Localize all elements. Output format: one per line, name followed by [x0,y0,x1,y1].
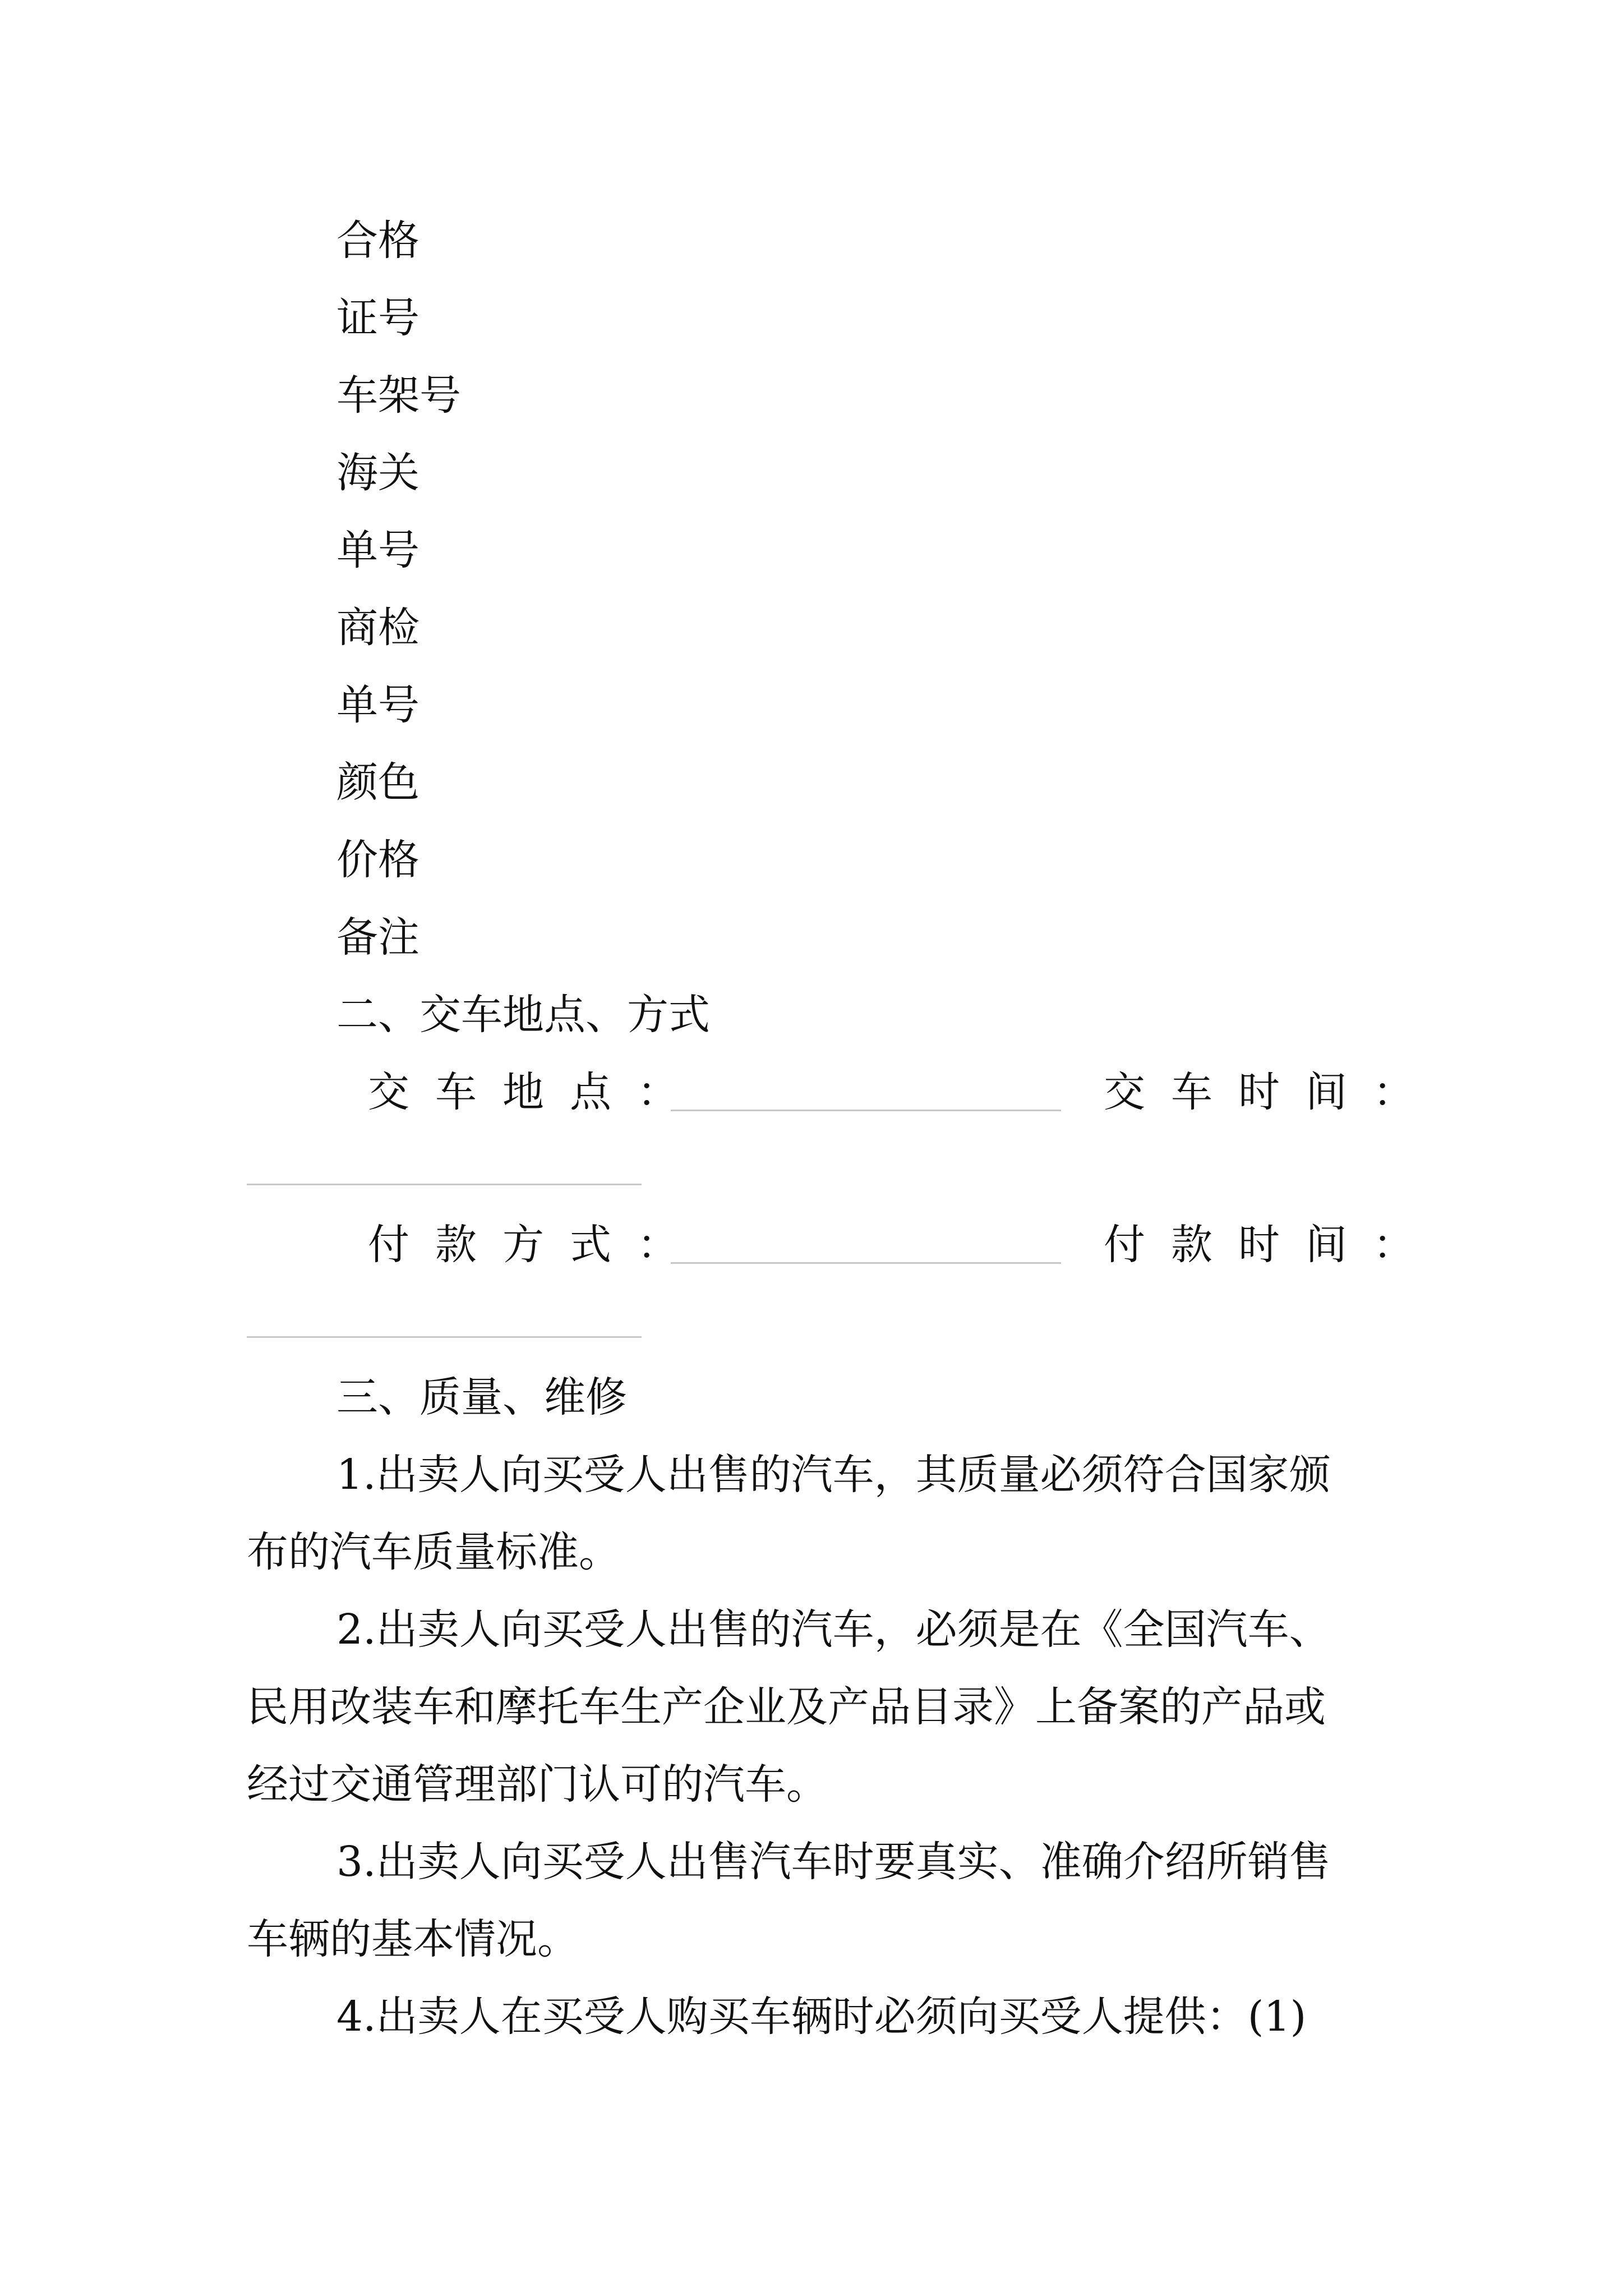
paragraph-line: 4.出卖人在买受人购买车辆时必须向买受人提供：(1) [336,1993,1307,2041]
paragraph-line: 车辆的基本情况。 [247,1915,579,1963]
field-label-customs-no: 单号 [336,526,419,574]
field-label-color: 颜色 [336,758,419,807]
paragraph-line: 布的汽车质量标准。 [247,1528,620,1576]
field-label-frame-no: 车架号 [336,371,461,420]
delivery-time-blank[interactable] [247,1184,642,1185]
delivery-place-blank[interactable] [671,1110,1061,1111]
payment-method-blank[interactable] [671,1262,1061,1264]
payment-time-blank[interactable] [247,1336,642,1338]
section-heading-delivery: 二、交车地点、方式 [336,991,710,1039]
payment-method-label: 付款方式： [368,1221,704,1269]
paragraph-line: 2.出卖人向买受人出售的汽车，必须是在《全国汽车、 [336,1605,1331,1654]
payment-time-label: 付款时间： [1104,1221,1440,1269]
paragraph-line: 民用改装车和摩托车生产企业及产品目录》上备案的产品或 [247,1683,1326,1731]
paragraph-line: 经过交通管理部门认可的汽车。 [247,1760,828,1809]
field-label-remarks: 备注 [336,913,419,961]
section-heading-quality: 三、质量、维修 [336,1373,627,1421]
field-label-qualified: 合格 [336,217,419,265]
delivery-time-label: 交车时间： [1104,1068,1440,1116]
field-label-inspection-no: 单号 [336,681,419,729]
paragraph-line: 3.出卖人向买受人出售汽车时要真实、准确介绍所销售 [336,1838,1331,1886]
paragraph-line: 1.出卖人向买受人出售的汽车，其质量必须符合国家颁 [336,1451,1331,1499]
field-label-customs: 海关 [336,449,419,497]
field-label-certificate-no: 证号 [336,294,419,342]
field-label-price: 价格 [336,836,419,884]
delivery-place-label: 交车地点： [368,1068,704,1116]
field-label-inspection: 商检 [336,604,419,652]
